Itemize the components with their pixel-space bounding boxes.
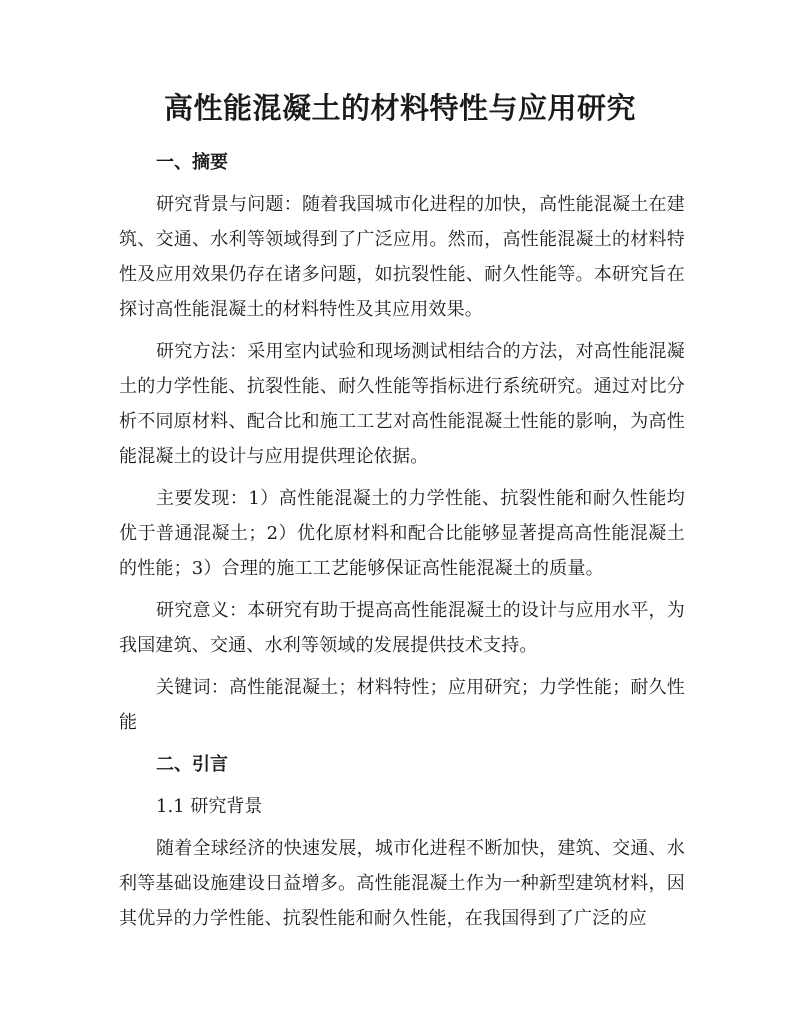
- spacer: [119, 327, 685, 334]
- document-title: 高性能混凝土的材料特性与应用研究: [163, 91, 636, 125]
- section-heading-introduction: 二、引言: [156, 754, 228, 775]
- introduction-paragraph: 随着全球经济的快速发展，城市化进程不断加快，建筑、交通、水利等基础设施建设日益增多。高性能混凝土作为一种新型建筑材料，因其优异的力学性能、抗裂性能和耐久性能，在我国得到了广泛的应: [119, 838, 685, 929]
- spacer: [119, 740, 685, 747]
- spacer: [119, 663, 685, 670]
- spacer: [119, 474, 685, 481]
- abstract-findings-paragraph: 主要发现：1）高性能混凝土的力学性能、抗裂性能和耐久性能均优于普通混凝土；2）优化原材料和配合比能够显著提高高性能混凝土的性能；3）合理的施工工艺能够保证高性能混凝土的质量。: [119, 488, 685, 579]
- spacer: [119, 824, 685, 831]
- keywords-paragraph: 关键词：高性能混凝土；材料特性；应用研究；力学性能；耐久性能: [119, 677, 685, 733]
- abstract-background-paragraph: 研究背景与问题：随着我国城市化进程的加快，高性能混凝土在建筑、交通、水利等领域得到了广泛应用。然而，高性能混凝土的材料特性及应用效果仍存在诸多问题，如抗裂性能、耐久性能等。本研究旨在探讨高性能混凝土的材料特性及其应用效果。: [119, 194, 685, 320]
- spacer: [119, 180, 685, 187]
- document-body: [119, 145, 685, 936]
- spacer: [119, 586, 685, 593]
- abstract-method-paragraph: 研究方法：采用室内试验和现场测试相结合的方法，对高性能混凝土的力学性能、抗裂性能、耐久性能等指标进行系统研究。通过对比分析不同原材料、配合比和施工工艺对高性能混凝土性能的影响，为高性能混凝土的设计与应用提供理论依据。: [119, 341, 685, 467]
- spacer: [119, 782, 685, 789]
- abstract-significance-paragraph: 研究意义：本研究有助于提高高性能混凝土的设计与应用水平，为我国建筑、交通、水利等领域的发展提供技术支持。: [119, 600, 685, 656]
- section-heading-abstract: 一、摘要: [156, 152, 228, 173]
- subsection-heading-background: 1.1 研究背景: [156, 796, 263, 817]
